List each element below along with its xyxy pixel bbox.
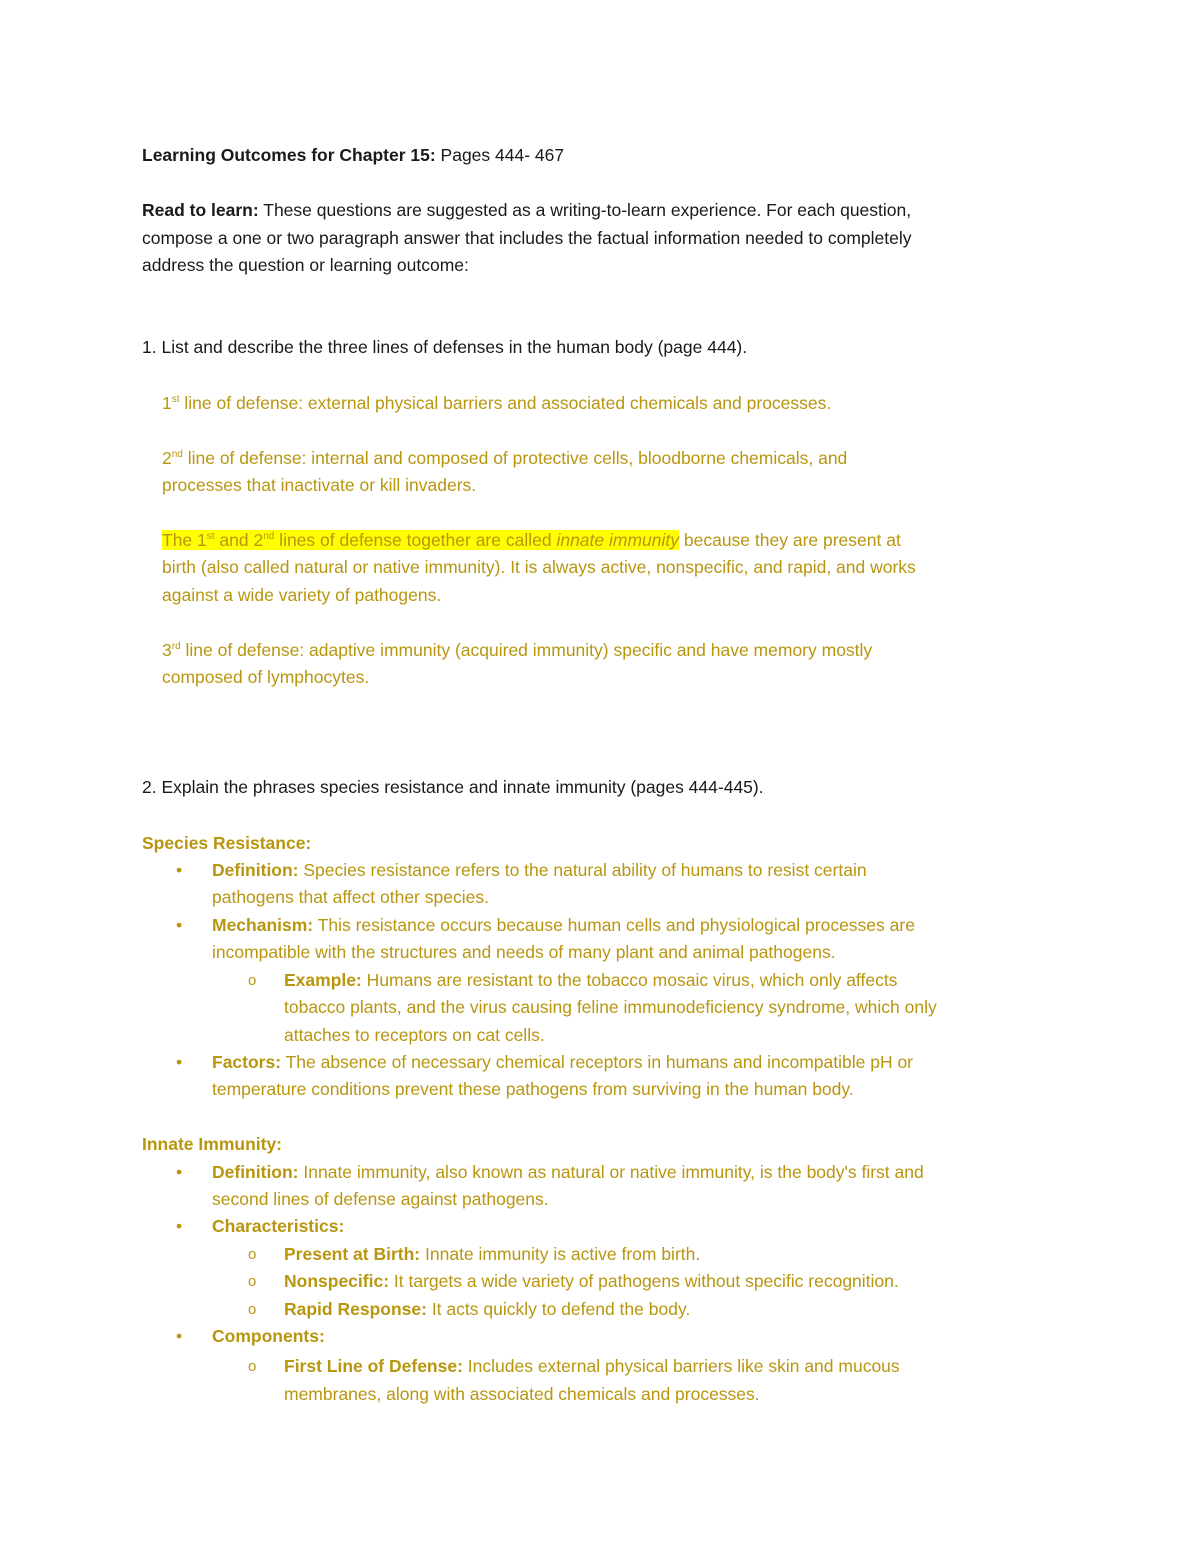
intro-line-2: compose a one or two paragraph answer that includes the factual information needed to completely	[142, 228, 912, 248]
components-label: Components:	[212, 1326, 325, 1346]
highlighted-text	[162, 530, 679, 550]
definition-text-1: Species resistance refers to the natural ability of humans to resist certain	[298, 860, 867, 880]
factors-text-1: The absence of necessary chemical receptors in humans and incompatible pH or	[281, 1052, 914, 1072]
example-text-1: Humans are resistant to the tobacco mosaic virus, which only affects	[361, 970, 898, 990]
species-factors	[212, 1049, 1052, 1077]
bullet-icon: •	[176, 860, 183, 880]
innate-immunity-paragraph	[162, 527, 1042, 555]
species-mechanism-cont: incompatible with the structures and needs of many plant and animal pathogens.	[212, 942, 836, 962]
sub-bullet-icon: o	[248, 1273, 257, 1290]
rapid-text: It acts quickly to defend the body.	[426, 1299, 691, 1319]
question-2: 2. Explain the phrases species resistance and innate immunity (pages 444-445).	[142, 777, 764, 797]
nonspecific-label: Nonspecific:	[284, 1271, 390, 1291]
innate-text-1: because they are present at	[679, 530, 901, 550]
highlight-part-c: lines of defense together are called	[274, 530, 557, 550]
ordinal-suffix: nd	[263, 531, 275, 543]
sub-bullet-icon: o	[248, 1358, 257, 1375]
first-line-of-defense	[284, 1353, 1044, 1381]
mechanism-label: Mechanism:	[212, 915, 314, 935]
bullet-icon: •	[176, 1052, 183, 1072]
rapid-label: Rapid Response:	[284, 1299, 427, 1319]
intro-line-3: address the question or learning outcome:	[142, 255, 469, 275]
intro-label: Read to learn:	[142, 200, 259, 220]
second-line-defense	[162, 445, 1042, 473]
innate-components	[212, 1323, 1052, 1351]
intro-line-1	[142, 197, 1042, 225]
species-definition	[212, 857, 1052, 885]
definition-text-1: Innate immunity, also known as natural or native immunity, is the body's first and	[298, 1162, 924, 1182]
bullet-icon: •	[176, 915, 183, 935]
characteristics-label: Characteristics:	[212, 1216, 345, 1236]
question-1: 1. List and describe the three lines of defenses in the human body (page 444).	[142, 337, 748, 357]
second-line-text-1: line of defense: internal and composed of protective cells, bloodborne chemicals, and	[182, 448, 848, 468]
ordinal-suffix: rd	[171, 641, 181, 653]
innate-definition	[212, 1159, 1052, 1187]
bullet-icon: •	[176, 1216, 183, 1236]
rapid-response	[284, 1296, 1044, 1324]
third-line-text-1: line of defense: adaptive immunity (acquired immunity) specific and have memory mostly	[180, 640, 873, 660]
highlight-part-b: and 2	[214, 530, 264, 550]
second-line-defense-cont: processes that inactivate or kill invaders.	[162, 475, 477, 495]
species-factors-cont: temperature conditions prevent these pathogens from surviving in the human body.	[212, 1079, 854, 1099]
first-line-text: line of defense: external physical barriers and associated chemicals and processes.	[179, 393, 832, 413]
ordinal-suffix: nd	[171, 449, 183, 461]
first-line-defense	[162, 390, 1042, 418]
nonspecific	[284, 1268, 1044, 1296]
ordinal-suffix: st	[206, 531, 215, 543]
innate-immunity-line-3: against a wide variety of pathogens.	[162, 585, 442, 605]
ordinal-number: 3	[162, 640, 172, 660]
sub-bullet-icon: o	[248, 1301, 257, 1318]
sub-bullet-icon: o	[248, 1246, 257, 1263]
first-line-of-defense-cont: membranes, along with associated chemicals and processes.	[284, 1384, 760, 1404]
bullet-icon: •	[176, 1162, 183, 1182]
innate-immunity-line-2: birth (also called natural or native immunity). It is always active, nonspecific, and rapid, and works	[162, 557, 916, 577]
definition-label: Definition:	[212, 860, 299, 880]
ordinal-number: 1	[162, 393, 172, 413]
birth-text: Innate immunity is active from birth.	[420, 1244, 701, 1264]
species-mechanism	[212, 912, 1052, 940]
innate-characteristics	[212, 1213, 1052, 1241]
present-at-birth	[284, 1241, 1044, 1269]
birth-label: Present at Birth:	[284, 1244, 421, 1264]
innate-definition-cont: second lines of defense against pathogens.	[212, 1189, 549, 1209]
intro-text-1: These questions are suggested as a writing-to-learn experience. For each question,	[258, 200, 912, 220]
definition-label: Definition:	[212, 1162, 299, 1182]
ordinal-number: 2	[162, 448, 172, 468]
species-example	[284, 967, 1044, 995]
mechanism-text-1: This resistance occurs because human cells and physiological processes are	[313, 915, 915, 935]
species-definition-cont: pathogens that affect other species.	[212, 887, 489, 907]
species-example-cont-1: tobacco plants, and the virus causing feline immunodeficiency syndrome, which only	[284, 997, 937, 1017]
sub-bullet-icon: o	[248, 972, 257, 989]
innate-immunity-heading: Innate Immunity:	[142, 1134, 283, 1154]
highlight-part-a: The 1	[162, 530, 207, 550]
bullet-icon: •	[176, 1326, 183, 1346]
species-example-cont-2: attaches to receptors on cat cells.	[284, 1025, 545, 1045]
page-title	[142, 142, 1042, 170]
first-line-text-1: Includes external physical barriers like skin and mucous	[462, 1356, 900, 1376]
first-line-label: First Line of Defense:	[284, 1356, 463, 1376]
title-bold: Learning Outcomes for Chapter 15:	[142, 145, 436, 165]
title-pages: Pages 444- 467	[435, 145, 565, 165]
ordinal-suffix: st	[171, 394, 180, 406]
third-line-defense-cont: composed of lymphocytes.	[162, 667, 370, 687]
factors-label: Factors:	[212, 1052, 282, 1072]
third-line-defense	[162, 637, 1042, 665]
example-label: Example:	[284, 970, 362, 990]
nonspecific-text: It targets a wide variety of pathogens without specific recognition.	[389, 1271, 899, 1291]
innate-immunity-term: innate immunity	[556, 530, 680, 550]
species-resistance-heading: Species Resistance:	[142, 833, 312, 853]
